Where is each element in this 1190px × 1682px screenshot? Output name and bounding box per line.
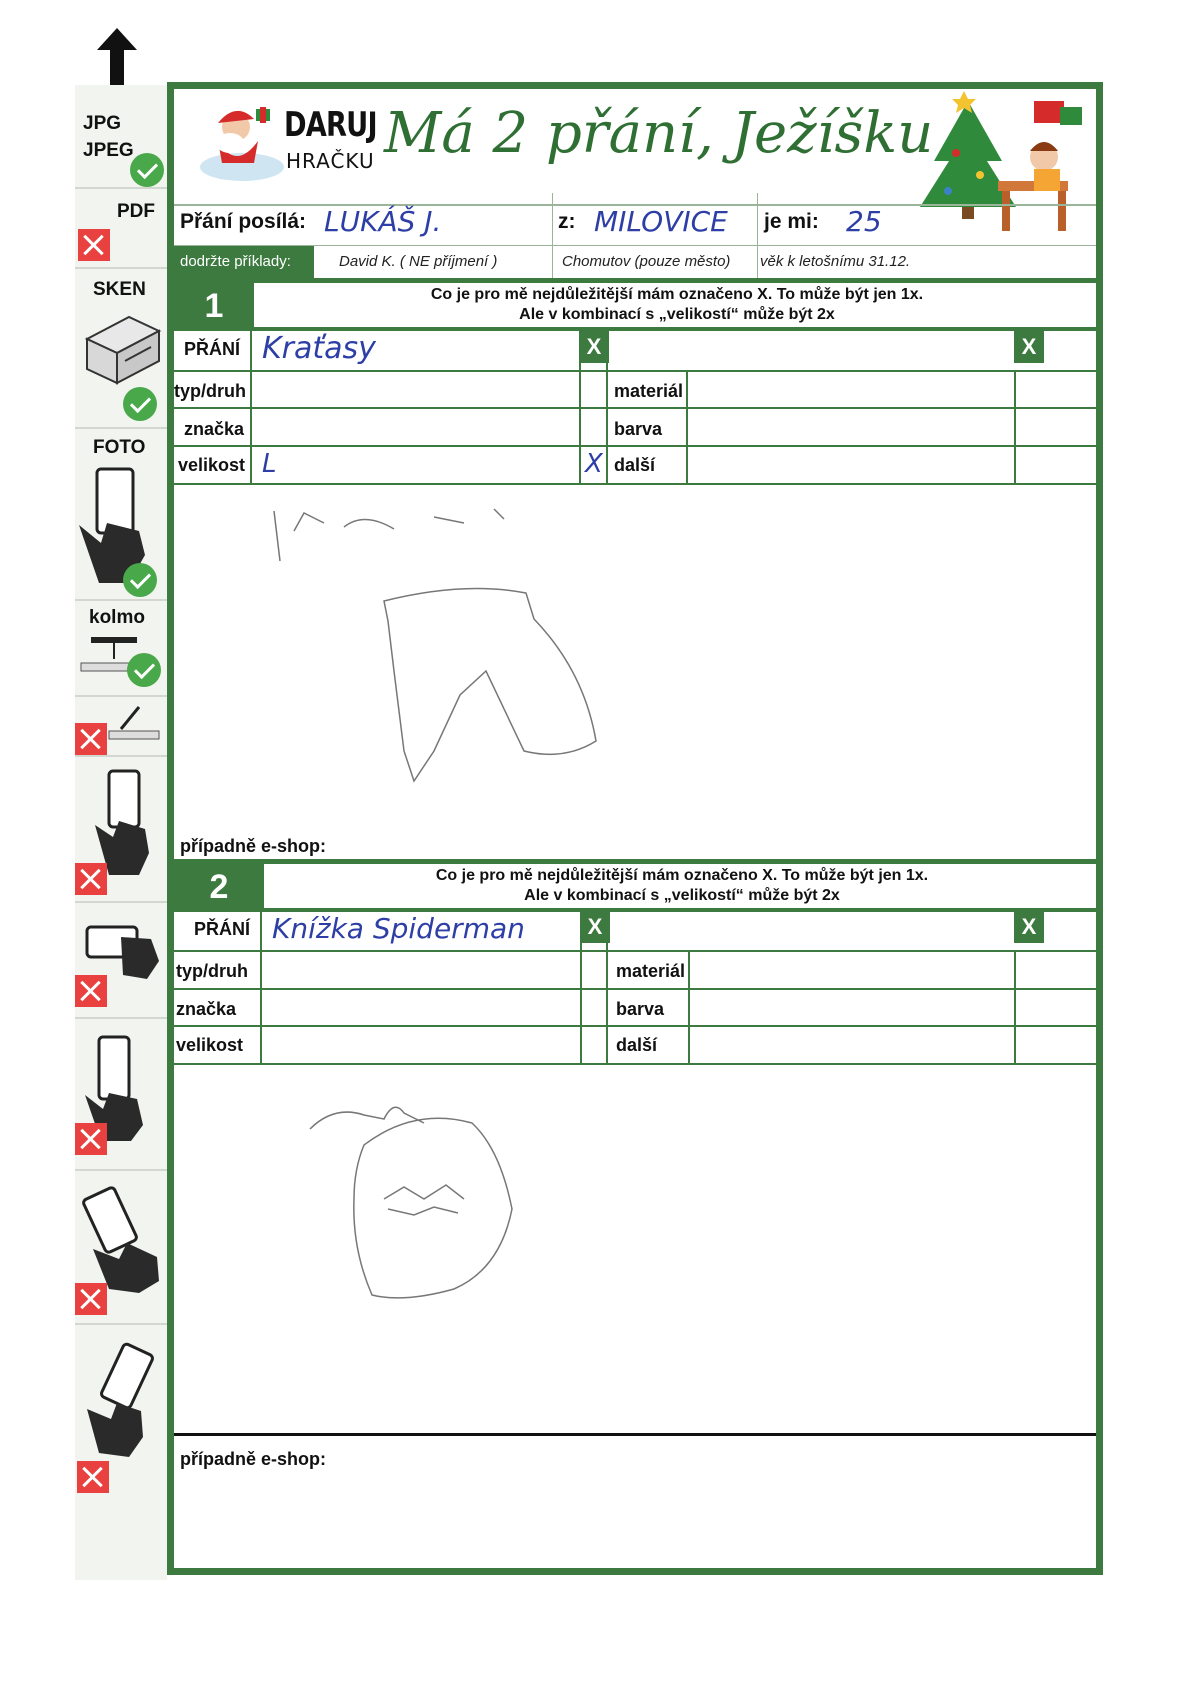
brand-line2: HRAČKU [286, 149, 375, 173]
christmas-tree-boy-icon [898, 91, 1098, 245]
city-label: z: [558, 210, 576, 233]
wish1-drawing-shorts [264, 501, 634, 791]
wish2-number: 2 [174, 864, 264, 910]
check-icon [130, 153, 164, 187]
pdf-label: PDF [117, 201, 155, 222]
perpendicular-section [75, 599, 167, 697]
wish2-type-label: typ/druh [176, 961, 248, 981]
jpeg-label: JPEG [83, 140, 134, 161]
wish-form [167, 82, 1103, 1575]
wish2-priority-x-right: X [1014, 911, 1044, 943]
wish2-wish-value: Knížka Spiderman [272, 912, 525, 945]
wish1-type-label: typ/druh [174, 381, 246, 401]
wish1-other-label: další [614, 455, 656, 475]
bad-photo-section-4 [75, 1169, 167, 1325]
check-icon [127, 653, 161, 687]
wish1-color-label: barva [614, 419, 663, 439]
wish1-wish-value: Kraťasy [262, 331, 376, 366]
photo-section [75, 427, 167, 601]
bad-photo-section-2 [75, 901, 167, 1019]
scan-label: SKEN [93, 279, 146, 300]
cross-icon [75, 863, 107, 895]
wish1-priority-x-left: X [579, 331, 609, 363]
sender-label: Přání posílá: [180, 210, 307, 233]
example-age: věk k letošnímu 31.12. [760, 253, 911, 270]
examples-label: dodržte příklady: [174, 246, 314, 278]
brand-line1: DARUJ [284, 105, 377, 145]
age-label: je mi: [764, 210, 819, 233]
check-icon [123, 387, 157, 421]
upload-arrow-icon [97, 28, 137, 90]
wish1-size-label: velikost [178, 455, 246, 475]
wish1-instruction-line2: Ale v kombinací s „velikostí“ může být 2x [519, 306, 835, 323]
wish2-size-label: velikost [176, 1035, 244, 1055]
wish2-drawing-book [304, 1089, 544, 1349]
cross-icon [77, 1461, 109, 1493]
wish1-instruction-line1: Co je pro mě nejdůležitější mám označeno X. To může být jen 1x. [430, 286, 924, 303]
wish1-material-label: materiál [614, 381, 684, 401]
santa-logo-icon [196, 101, 288, 185]
wish2-priority-x-left: X [580, 911, 610, 943]
scan-section [75, 267, 167, 429]
age-value: 25 [846, 205, 882, 238]
sender-name-value: LUKÁŠ J. [324, 205, 442, 238]
example-name: David K. ( NE příjmení ) [339, 253, 498, 270]
format-instructions-strip [75, 85, 167, 1580]
cross-icon [78, 229, 110, 261]
angled-section [75, 695, 167, 757]
example-city: Chomutov (pouze město) [562, 253, 731, 270]
wish2-brand-label: značka [176, 999, 237, 1019]
hand-phone-tilted-icon [81, 1339, 161, 1459]
scanner-icon [79, 309, 163, 389]
hand-phone-landscape-icon [81, 917, 161, 981]
photo-label: FOTO [93, 437, 146, 458]
wish1-wish-label: PŘÁNÍ [184, 339, 241, 359]
wish2-other-label: další [616, 1035, 658, 1055]
wish2-instruction-line2: Ale v kombinací s „velikostí“ může být 2x [524, 887, 840, 904]
wish2-color-label: barva [616, 999, 665, 1019]
check-icon [123, 563, 157, 597]
pdf-section [75, 187, 167, 269]
bad-photo-section-3 [75, 1017, 167, 1171]
wish1-brand-label: značka [184, 419, 245, 439]
cross-icon [75, 723, 107, 755]
wish2-eshop-label: případně e-shop: [180, 1449, 327, 1469]
page-title: Má 2 přání, Ježíšku [384, 101, 934, 166]
wish1-size-value: L [262, 449, 277, 479]
city-value: MILOVICE [594, 205, 728, 238]
hand-phone-tilted-icon [79, 1185, 163, 1295]
perpendicular-label: kolmo [89, 607, 145, 628]
cross-icon [75, 1283, 107, 1315]
wish1-size-mark: X [585, 449, 603, 479]
wish1-number: 1 [174, 283, 254, 329]
wish1-eshop-label: případně e-shop: [180, 836, 327, 856]
bad-photo-section-5 [75, 1323, 167, 1495]
jpg-label: JPG [83, 113, 122, 134]
wish2-material-label: materiál [616, 961, 686, 981]
cross-icon [75, 975, 107, 1007]
angled-phone-icon [105, 703, 161, 743]
hand-phone-icon [85, 767, 161, 877]
wish1-priority-x-right: X [1014, 331, 1044, 363]
wish2-wish-label: PŘÁNÍ [194, 919, 251, 939]
bad-photo-section-1 [75, 755, 167, 903]
cross-icon [75, 1123, 107, 1155]
wish2-instruction-line1: Co je pro mě nejdůležitější mám označeno X. To může být jen 1x. [435, 867, 929, 884]
